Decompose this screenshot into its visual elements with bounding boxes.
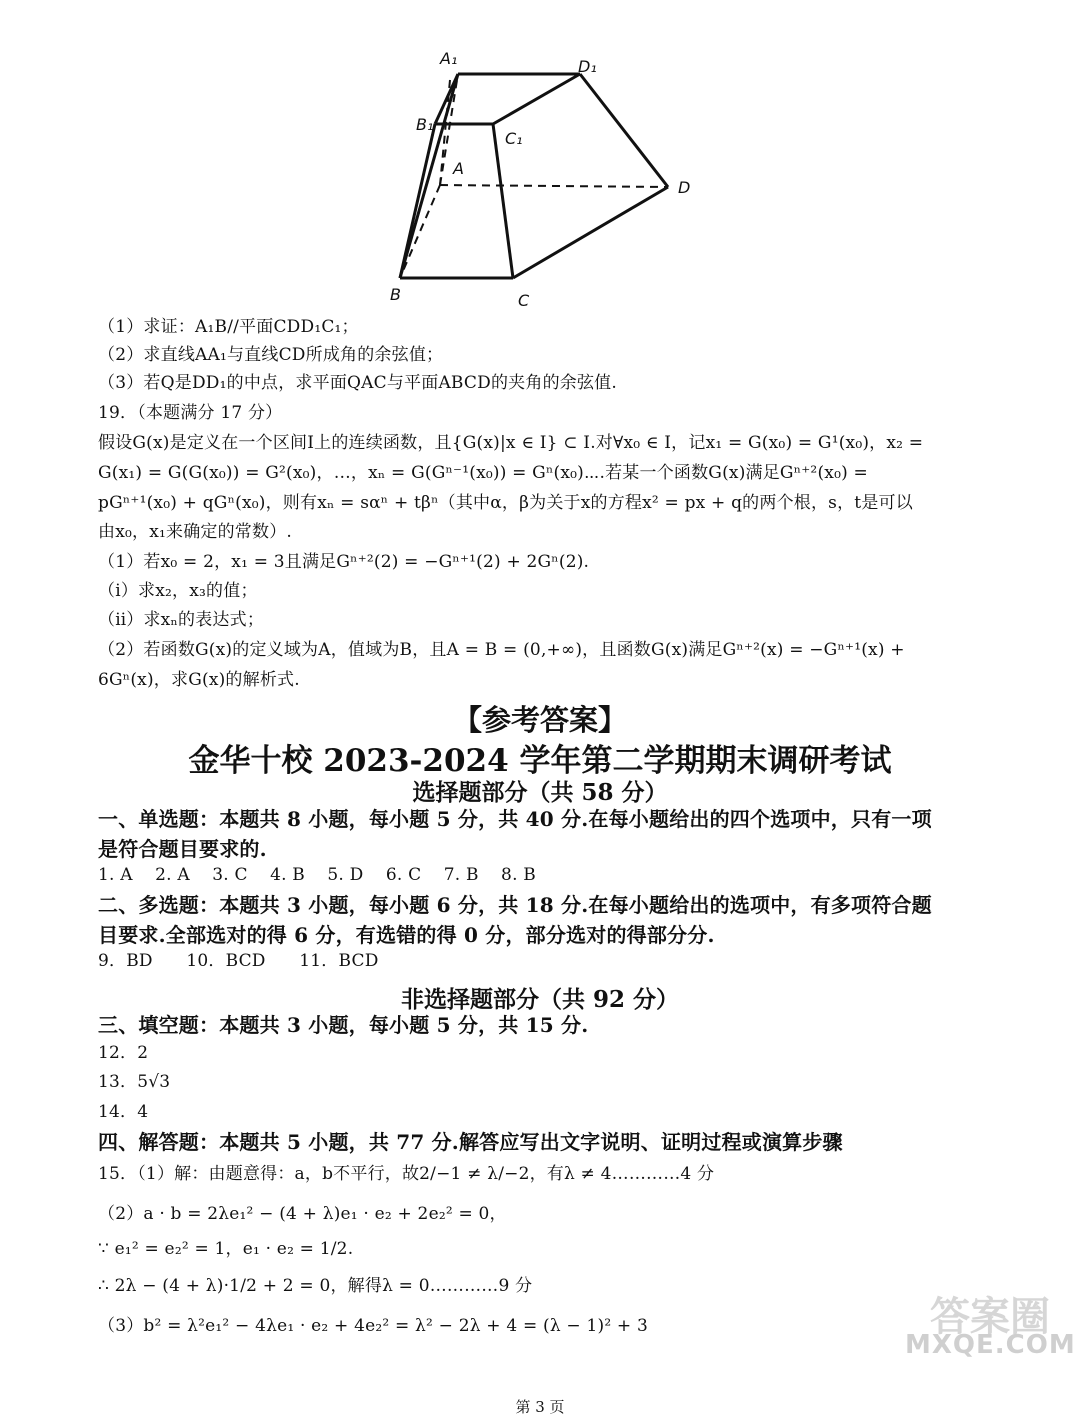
q19-title: 19．（本题满分 17 分） [98, 403, 283, 423]
q19-line7: （ⅱ）求xₙ的表达式； [98, 610, 265, 630]
q19-line4: 由x₀，x₁来确定的常数）. [98, 522, 293, 542]
part2-heading: 非选择题部分（共 92 分） [400, 986, 680, 1013]
watermark-site: MXQE.COM [905, 1330, 1076, 1360]
section2-line2: 目要求.全部选对的得 6 分，有选错的得 0 分，部分选对的得部分分. [98, 923, 715, 947]
answer-15-part5: （3）b² = λ²e₁² − 4λe₁ · e₂ + 4e₂² = λ² − 2λ + 4 = (λ − 1)² + 3 [98, 1316, 648, 1336]
answer-12: 12．2 [98, 1043, 149, 1063]
label-a1: A₁ [440, 49, 458, 68]
label-c1: C₁ [505, 129, 523, 148]
section1-line2: 是符合题目要求的. [98, 837, 267, 861]
q18-part2: （2）求直线AA₁与直线CD所成角的余弦值； [98, 345, 444, 365]
q19-line8: （2）若函数G(x)的定义域为A，值域为B，且A = B = (0,+∞)，且函数G(x)满足Gⁿ⁺²(x) = −Gⁿ⁺¹(x) + [98, 640, 905, 660]
q19-line9: 6Gⁿ(x)，求G(x)的解析式. [98, 670, 300, 690]
label-b1: B₁ [416, 115, 434, 134]
answer-tag: 【参考答案】 [452, 703, 627, 737]
page-number: 第 3 页 [515, 1398, 565, 1416]
section3-heading: 三、填空题：本题共 3 小题，每小题 5 分，共 15 分. [98, 1013, 589, 1037]
q19-line2: G(x₁) = G(G(x₀)) = G²(x₀)，…，xₙ = G(Gⁿ⁻¹(x₀)) = Gⁿ(x₀)⋯.若某一个函数G(x)满足Gⁿ⁺²(x₀) = [98, 463, 868, 483]
exam-title: 金华十校 2023-2024 学年第二学期期末调研考试 [188, 743, 892, 779]
answer-13: 13．5√3 [98, 1072, 171, 1092]
q18-part3: （3）若Q是DD₁的中点，求平面QAC与平面ABCD的夹角的余弦值. [98, 373, 617, 393]
answer-14: 14．4 [98, 1102, 149, 1122]
label-c: C [518, 291, 530, 310]
label-d: D [678, 178, 691, 197]
part1-heading: 选择题部分（共 58 分） [412, 779, 668, 806]
label-d1: D₁ [578, 57, 597, 76]
label-b: B [390, 285, 401, 304]
q19-line3: pGⁿ⁺¹(x₀) + qGⁿ(x₀)，则有xₙ = sαⁿ + tβⁿ（其中α，β为关于x的方程x² = px + q的两个根，s，t是可以 [98, 493, 913, 513]
watermark-logo: 答案圈 [930, 1294, 1050, 1340]
answer-15-part3: ∵ e₁² = e₂² = 1，e₁ · e₂ = 1/2. [98, 1239, 354, 1259]
section2-answers: 9．BD 10．BCD 11．BCD [98, 951, 379, 971]
answer-15-part4: ∴ 2λ − (4 + λ)·1/2 + 2 = 0，解得λ = 0…………9 分 [98, 1276, 533, 1296]
q19-line1: 假设G(x)是定义在一个区间I上的连续函数，且{G(x)|x ∈ I} ⊂ I.对∀x₀ ∈ I，记x₁ = G(x₀) = G¹(x₀)，x₂ = [98, 433, 924, 453]
section1-answers: 1. A 2. A 3. C 4. B 5. D 6. C 7. B 8. B [98, 865, 536, 885]
frustum-figure [380, 40, 710, 315]
q19-line6: （ⅰ）求x₂，x₃的值； [98, 581, 258, 601]
answer-15-part1: 15．（1）解：由题意得：a，b不平行，故2/−1 ≠ λ/−2，有λ ≠ 4…………4 分 [98, 1164, 715, 1184]
q18-part1: （1）求证：A₁B//平面CDD₁C₁； [98, 317, 359, 337]
answer-15-part2: （2）a · b = 2λe₁² − (4 + λ)e₁ · e₂ + 2e₂² = 0， [98, 1204, 507, 1224]
section4-heading: 四、解答题：本题共 5 小题，共 77 分.解答应写出文字说明、证明过程或演算步骤 [98, 1130, 843, 1154]
section1-line1: 一、单选题：本题共 8 小题，每小题 5 分，共 40 分.在每小题给出的四个选项中，只有一项 [98, 807, 932, 831]
q19-line5: （1）若x₀ = 2，x₁ = 3且满足Gⁿ⁺²(2) = −Gⁿ⁺¹(2) + 2Gⁿ(2). [98, 552, 590, 572]
label-a: A [453, 159, 464, 178]
section2-line1: 二、多选题：本题共 3 小题，每小题 6 分，共 18 分.在每小题给出的选项中，有多项符合题 [98, 893, 932, 917]
